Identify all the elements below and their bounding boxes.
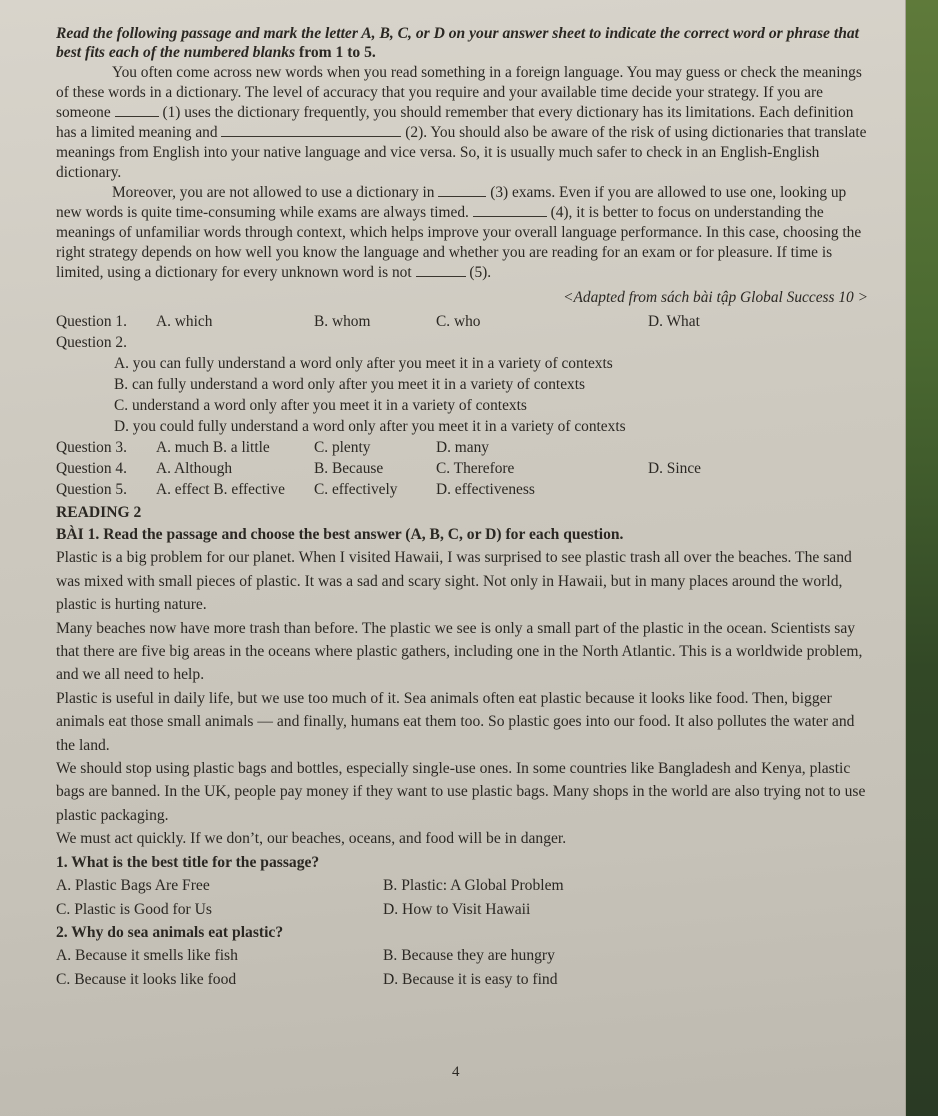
reading2-question-1: 1. What is the best title for the passage?	[56, 853, 320, 871]
exercise-instruction	[56, 24, 868, 62]
option-d: D. Because it is easy to find	[383, 970, 558, 988]
question-5: Question 5. A. effect B. effective C. effectively D. effectiveness	[56, 481, 535, 498]
reading2-paragraph-1: Plastic is a big problem for our planet. When I visited Hawaii, I was surprised to see plastic trash all over the beaches. The sand was mixed with small pieces of plastic. It was a sad and scary sight. Not only in Hawaii, but in many places around the world, plastic is hurting nature.	[56, 549, 852, 614]
option-b: B. Plastic: A Global Problem	[383, 877, 564, 895]
reading2-paragraph-3: Plastic is useful in daily life, but we use too much of it. Sea animals often eat plastic because it looks like food. Then, bigger animals eat those small animals — and finally, humans eat them too. So plastic goes into our food. It also pollutes the water and the land.	[56, 689, 855, 754]
reading2-paragraph-4: We should stop using plastic bags and bottles, especially single-use ones. In some countries like Bangladesh and Kenya, plastic bags are banned. In the UK, people pay money if they want to use plastic bags. Many shops in the world are also trying not to use plastic packaging.	[56, 760, 866, 824]
instruction-range: from 1 to 5.	[299, 44, 376, 61]
question-2: Question 2.	[56, 334, 127, 351]
question-3: Question 3. A. much B. a little C. plenty D. many	[56, 439, 490, 456]
blank-2	[221, 124, 401, 137]
reading2-paragraph-2: Many beaches now have more trash than before. The plastic we see is only a small part of the plastic in the ocean. Scientists say that there are five big areas in the oceans where plastic gathers, including one in the North Atlantic. This is a worldwide problem, and we all need to help.	[56, 619, 863, 684]
option-a: A. Because it smells like fish	[56, 947, 238, 965]
option-b: B. whom	[314, 313, 371, 330]
answer-row	[56, 874, 868, 897]
option-c: C. Therefore	[436, 460, 515, 477]
option-c: C. understand a word only after you meet it in a variety of contexts	[114, 397, 527, 414]
option-b: B. Because	[314, 460, 384, 477]
question-1: Question 1. A. which B. whom C. who D. What	[56, 313, 700, 330]
option-d: D. Since	[648, 460, 702, 477]
option-a-b: A. much B. a little	[156, 439, 270, 456]
option-c: C. effectively	[314, 481, 398, 498]
option-c: C. Because it looks like food	[56, 970, 237, 988]
option-a: A. which	[156, 313, 213, 330]
option-c: C. plenty	[314, 439, 371, 456]
answer-row	[56, 898, 868, 921]
answer-row	[56, 944, 868, 967]
option-c: C. who	[436, 313, 481, 330]
option-a: A. Although	[156, 460, 233, 477]
blank-4	[473, 204, 547, 217]
page-number: 4	[452, 1064, 460, 1080]
task-title: BÀI 1. Read the passage and choose the best answer (A, B, C, or D) for each question.	[56, 526, 624, 543]
page-content	[56, 24, 868, 991]
option-d: D. How to Visit Hawaii	[383, 900, 531, 918]
blank-3	[438, 184, 486, 197]
option-a: A. Plastic Bags Are Free	[56, 877, 210, 895]
option-a-b: A. effect B. effective	[156, 481, 285, 498]
option-b: B. Because they are hungry	[383, 947, 555, 965]
section-heading: READING 2	[56, 504, 142, 521]
option-c: C. Plastic is Good for Us	[56, 900, 212, 918]
option-d: D. What	[648, 313, 700, 330]
instruction-text: Read the following passage and mark the letter A, B, C, or D on your answer sheet to indicate the correct word or phrase that best fits each of the numbered blanks	[56, 25, 859, 61]
option-d: D. effectiveness	[436, 481, 535, 498]
passage-source: <Adapted from sách bài tập Global Success 10 >	[563, 289, 868, 306]
answer-row	[56, 968, 868, 991]
option-a: A. you can fully understand a word only after you meet it in a variety of contexts	[114, 355, 613, 372]
option-d: D. many	[436, 439, 490, 456]
blank-1	[115, 104, 159, 117]
reading2-paragraph-5: We must act quickly. If we don’t, our beaches, oceans, and food will be in danger.	[56, 830, 567, 848]
blank-5	[416, 264, 466, 277]
question-4: Question 4. A. Although B. Because C. Therefore D. Since	[56, 460, 702, 477]
passage1-paragraph-1: You often come across new words when you read something in a foreign language. You may guess or check the meanings of these words in a dictionary. The level of accuracy that you require and your available time decide your strategy. If you are someone (1) uses the dictionary frequently, you should remember that every dictionary has its limitations. Each definition has a limited meaning and (2). You should also be aware of the risk of using dictionaries that translate meanings from English into your native language and vice versa. So, it is usually much safer to check in an English-English dictionary.	[56, 64, 867, 181]
option-b: B. can fully understand a word only after you meet it in a variety of contexts	[114, 376, 585, 393]
passage1-paragraph-2: Moreover, you are not allowed to use a dictionary in (3) exams. Even if you are allowed to use one, looking up new words is quite time-consuming while exams are always timed. (4), it is better to focus on understanding the meanings of unfamiliar words through context, which helps improve your overall language performance. In this case, choosing the right strategy depends on how well you know the language and whether you are reading for an exam or for pleasure. If time is limited, using a dictionary for every unknown word is not (5).	[56, 184, 862, 281]
option-d: D. you could fully understand a word only after you meet it in a variety of contexts	[114, 418, 626, 435]
reading2-question-2: 2. Why do sea animals eat plastic?	[56, 923, 284, 941]
